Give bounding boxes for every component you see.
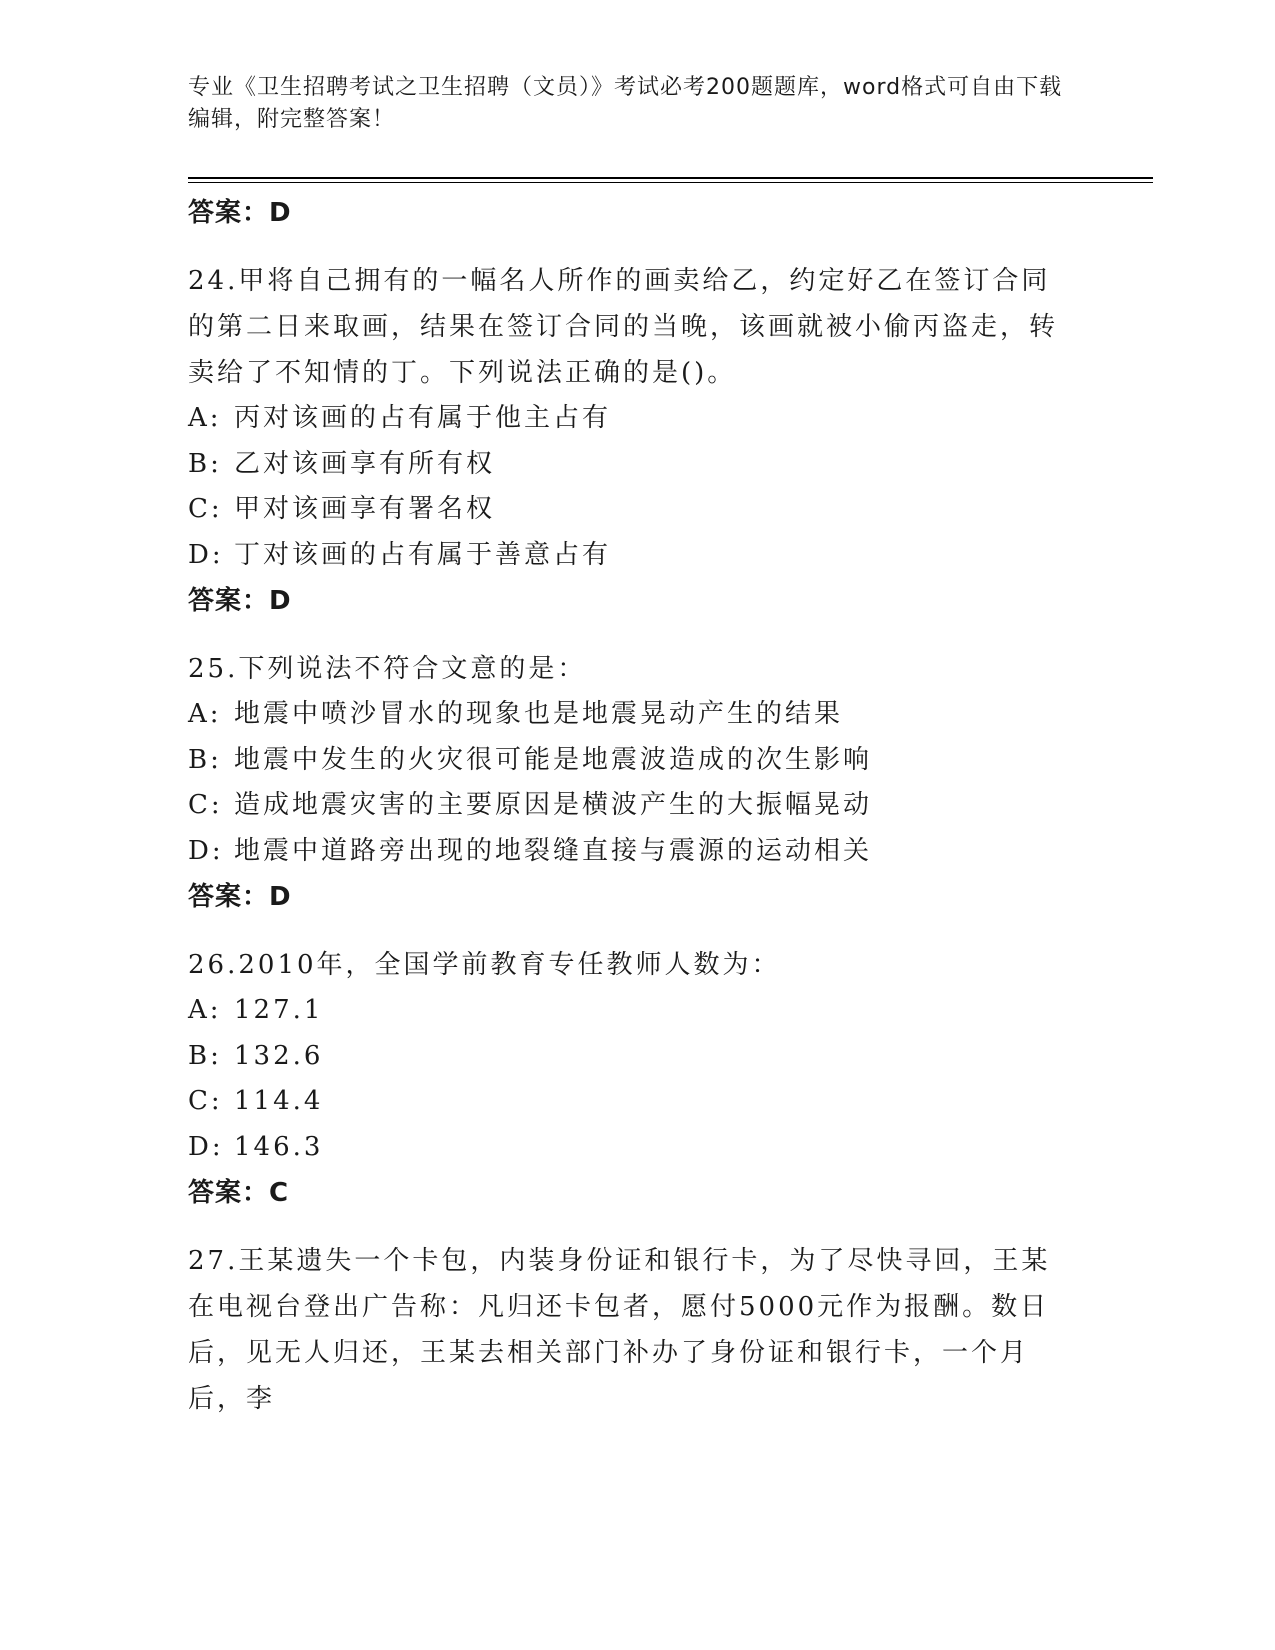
option-c (188, 1079, 1078, 1125)
question-27 (188, 1238, 1078, 1422)
option-text: 造成地震灾害的主要原因是横波产生的大振幅晃动 (234, 790, 873, 820)
option-text: 132.6 (234, 1040, 324, 1071)
option-letter: A: (188, 403, 222, 433)
question-number: 25. (188, 654, 239, 684)
question-24 (188, 258, 1078, 624)
option-letter: B: (188, 1040, 222, 1071)
option-d (188, 829, 1078, 875)
option-letter: C: (188, 1086, 223, 1116)
option-a (188, 988, 1078, 1034)
answer-label: 答案：D (188, 882, 292, 912)
option-text: 114.4 (234, 1086, 324, 1116)
question-text: 甲将自己拥有的一幅名人所作的画卖给乙，约定好乙在签订合同的第二日来取画，结果在签订合同的当晚，该画就被小偷丙盗走，转卖给了不知情的丁。下列说法正确的是()。 (188, 266, 1059, 388)
option-text: 127.1 (234, 995, 324, 1025)
option-a (188, 396, 1078, 442)
header-rule-thin (188, 182, 1153, 183)
option-text: 丁对该画的占有属于善意占有 (234, 539, 612, 570)
question-text: 王某遗失一个卡包，内装身份证和银行卡，为了尽快寻回，王某在电视台登出广告称：凡归还卡包者，愿付5000元作为报酬。数日后，见无人归还，王某去相关部门补办了身份证和银行卡，一个月后，李 (188, 1246, 1051, 1414)
option-text: 146.3 (234, 1131, 324, 1162)
question-stem (188, 646, 1078, 692)
option-letter: B: (188, 448, 222, 479)
option-text: 乙对该画享有所有权 (234, 448, 496, 479)
option-b (188, 442, 1078, 488)
option-a (188, 692, 1078, 738)
option-c (188, 783, 1078, 829)
question-stem (188, 942, 1078, 988)
option-text: 地震中喷沙冒水的现象也是地震晃动产生的结果 (234, 699, 844, 729)
question-number: 27. (188, 1246, 239, 1276)
question-stem (188, 258, 1078, 396)
option-b (188, 1034, 1078, 1080)
question-text: 2010年，全国学前教育专任教师人数为： (238, 950, 781, 980)
option-letter: D: (188, 539, 224, 570)
option-letter: C: (188, 494, 223, 524)
header-text: 专业《卫生招聘考试之卫生招聘（文员）》考试必考200题题库，word格式可自由下载编辑，附完整答案！ (188, 75, 1063, 132)
option-letter: D: (188, 835, 224, 866)
option-letter: D: (188, 1131, 224, 1162)
option-d (188, 1125, 1078, 1171)
option-letter: A: (188, 699, 222, 729)
option-text: 丙对该画的占有属于他主占有 (234, 403, 612, 433)
question-number: 26. (188, 950, 239, 980)
question-25 (188, 646, 1078, 920)
option-letter: C: (188, 790, 223, 820)
answer-label: 答案：D (188, 198, 292, 228)
option-text: 地震中发生的火灾很可能是地震波造成的次生影响 (234, 744, 873, 775)
question-stem (188, 1238, 1078, 1422)
document-header (188, 72, 1068, 136)
answer-label: 答案：D (188, 586, 292, 616)
option-d (188, 533, 1078, 579)
question-number: 24. (188, 266, 239, 296)
question-list (188, 190, 1078, 1422)
option-c (188, 487, 1078, 533)
question-26 (188, 942, 1078, 1216)
option-b (188, 738, 1078, 784)
option-text: 地震中道路旁出现的地裂缝直接与震源的运动相关 (234, 835, 873, 866)
option-letter: A: (188, 995, 222, 1025)
answer-label: 答案：C (188, 1178, 290, 1208)
option-letter: B: (188, 744, 222, 775)
option-text: 甲对该画享有署名权 (234, 494, 496, 524)
question-text: 下列说法不符合文意的是： (238, 654, 587, 684)
header-rule-thick (188, 177, 1153, 179)
